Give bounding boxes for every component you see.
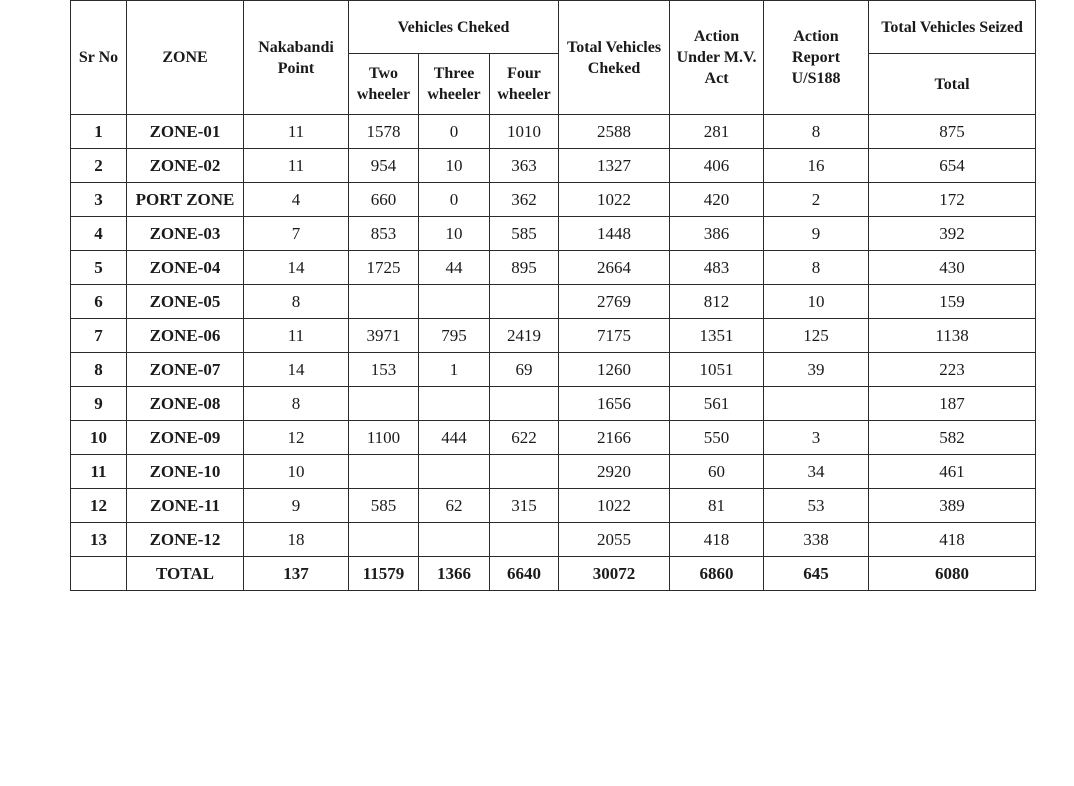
header-three-wheeler (419, 54, 490, 115)
table-row (71, 489, 1036, 523)
cell-total-checked: 2588 (559, 115, 670, 149)
table-row (71, 251, 1036, 285)
header-row-1 (71, 1, 1036, 54)
cell-zone: ZONE-12 (127, 523, 244, 557)
cell-action-report-us188: 125 (764, 319, 869, 353)
cell-four-wheeler (490, 387, 559, 421)
cell-sr-no: 10 (71, 421, 127, 455)
cell-seized-total: 418 (869, 523, 1036, 557)
cell-four-wheeler: 363 (490, 149, 559, 183)
cell-three-wheeler: 10 (419, 149, 490, 183)
cell-three-wheeler: 10 (419, 217, 490, 251)
cell-zone: TOTAL (127, 557, 244, 591)
header-nakabandi-point (244, 1, 349, 115)
cell-two-wheeler: 153 (349, 353, 419, 387)
header-total-vehicles-checked (559, 1, 670, 115)
cell-three-wheeler: 0 (419, 183, 490, 217)
table-row (71, 387, 1036, 421)
header-nakabandi-line-2: Point (277, 59, 315, 77)
cell-three-wheeler (419, 285, 490, 319)
cell-total-checked: 1260 (559, 353, 670, 387)
cell-three-wheeler: 62 (419, 489, 490, 523)
cell-sr-no (71, 557, 127, 591)
cell-two-wheeler: 660 (349, 183, 419, 217)
cell-action-report-us188: 39 (764, 353, 869, 387)
cell-two-wheeler (349, 455, 419, 489)
header-action-mv-line-2: Under M.V. (676, 49, 757, 66)
cell-total-checked: 2920 (559, 455, 670, 489)
table-row (71, 115, 1036, 149)
cell-zone: ZONE-07 (127, 353, 244, 387)
cell-action-report-us188: 53 (764, 489, 869, 523)
cell-action-mv-act: 281 (670, 115, 764, 149)
cell-zone: ZONE-11 (127, 489, 244, 523)
cell-seized-total: 6080 (869, 557, 1036, 591)
cell-action-mv-act: 386 (670, 217, 764, 251)
cell-four-wheeler: 69 (490, 353, 559, 387)
table-row (71, 455, 1036, 489)
cell-action-report-us188: 645 (764, 557, 869, 591)
cell-three-wheeler: 1 (419, 353, 490, 387)
header-action-mv-line-1: Action (693, 28, 740, 45)
cell-two-wheeler (349, 523, 419, 557)
table-row (71, 319, 1036, 353)
cell-four-wheeler: 895 (490, 251, 559, 285)
header-action-mv-line-3: Act (704, 70, 729, 87)
cell-four-wheeler: 2419 (490, 319, 559, 353)
cell-zone: ZONE-09 (127, 421, 244, 455)
header-three-wheeler-line-2: wheeler (427, 86, 481, 103)
header-action-report-line-2: Report (792, 49, 841, 66)
cell-four-wheeler: 362 (490, 183, 559, 217)
cell-nakabandi-point: 7 (244, 217, 349, 251)
cell-nakabandi-point: 8 (244, 285, 349, 319)
cell-nakabandi-point: 11 (244, 115, 349, 149)
cell-total-checked: 7175 (559, 319, 670, 353)
table-row (71, 421, 1036, 455)
cell-sr-no: 9 (71, 387, 127, 421)
cell-action-report-us188: 9 (764, 217, 869, 251)
header-total-checked-line-2: Cheked (587, 59, 641, 77)
cell-seized-total: 187 (869, 387, 1036, 421)
cell-seized-total: 430 (869, 251, 1036, 285)
cell-action-mv-act: 550 (670, 421, 764, 455)
cell-three-wheeler: 795 (419, 319, 490, 353)
cell-three-wheeler: 444 (419, 421, 490, 455)
cell-action-mv-act: 1351 (670, 319, 764, 353)
cell-nakabandi-point: 14 (244, 251, 349, 285)
cell-four-wheeler: 315 (490, 489, 559, 523)
cell-two-wheeler: 1100 (349, 421, 419, 455)
cell-total-checked: 30072 (559, 557, 670, 591)
cell-two-wheeler: 1725 (349, 251, 419, 285)
cell-nakabandi-point: 14 (244, 353, 349, 387)
cell-total-checked: 1448 (559, 217, 670, 251)
cell-action-mv-act: 812 (670, 285, 764, 319)
cell-zone: ZONE-02 (127, 149, 244, 183)
cell-three-wheeler (419, 523, 490, 557)
table-body (71, 115, 1036, 591)
cell-nakabandi-point: 18 (244, 523, 349, 557)
header-vehicles-checked: Vehicles Cheked (349, 1, 559, 54)
cell-seized-total: 582 (869, 421, 1036, 455)
cell-four-wheeler: 622 (490, 421, 559, 455)
header-two-wheeler-line-1: Two (368, 65, 399, 82)
table-row (71, 285, 1036, 319)
header-total-checked-line-1: Total Vehicles (566, 38, 662, 56)
cell-two-wheeler (349, 285, 419, 319)
cell-nakabandi-point: 9 (244, 489, 349, 523)
cell-sr-no: 4 (71, 217, 127, 251)
vehicle-check-report-table (70, 0, 1036, 591)
cell-nakabandi-point: 11 (244, 319, 349, 353)
header-two-wheeler (349, 54, 419, 115)
cell-action-report-us188: 3 (764, 421, 869, 455)
cell-seized-total: 223 (869, 353, 1036, 387)
cell-total-checked: 1327 (559, 149, 670, 183)
header-two-wheeler-line-2: wheeler (356, 86, 411, 103)
cell-seized-total: 1138 (869, 319, 1036, 353)
cell-four-wheeler: 1010 (490, 115, 559, 149)
cell-zone: ZONE-03 (127, 217, 244, 251)
cell-zone: ZONE-10 (127, 455, 244, 489)
cell-sr-no: 11 (71, 455, 127, 489)
cell-seized-total: 392 (869, 217, 1036, 251)
cell-total-checked: 2055 (559, 523, 670, 557)
cell-seized-total: 654 (869, 149, 1036, 183)
cell-action-mv-act: 418 (670, 523, 764, 557)
cell-nakabandi-point: 10 (244, 455, 349, 489)
cell-zone: PORT ZONE (127, 183, 244, 217)
cell-total-checked: 1022 (559, 183, 670, 217)
header-sr-no: Sr No (71, 1, 127, 115)
cell-seized-total: 461 (869, 455, 1036, 489)
cell-seized-total: 159 (869, 285, 1036, 319)
cell-sr-no: 1 (71, 115, 127, 149)
cell-action-report-us188: 16 (764, 149, 869, 183)
cell-two-wheeler: 11579 (349, 557, 419, 591)
cell-action-mv-act: 406 (670, 149, 764, 183)
cell-action-mv-act: 6860 (670, 557, 764, 591)
cell-nakabandi-point: 12 (244, 421, 349, 455)
header-total-vehicles-seized: Total Vehicles Seized (869, 1, 1036, 54)
cell-nakabandi-point: 11 (244, 149, 349, 183)
cell-four-wheeler: 585 (490, 217, 559, 251)
cell-action-report-us188: 8 (764, 251, 869, 285)
total-row (71, 557, 1036, 591)
cell-zone: ZONE-06 (127, 319, 244, 353)
header-four-wheeler-line-1: Four (507, 65, 541, 82)
cell-three-wheeler: 1366 (419, 557, 490, 591)
cell-action-mv-act: 1051 (670, 353, 764, 387)
cell-two-wheeler (349, 387, 419, 421)
cell-action-mv-act: 561 (670, 387, 764, 421)
header-action-report-line-3: U/S188 (791, 70, 841, 87)
cell-action-report-us188: 338 (764, 523, 869, 557)
header-nakabandi-line-1: Nakabandi (258, 38, 334, 56)
header-four-wheeler (490, 54, 559, 115)
cell-zone: ZONE-05 (127, 285, 244, 319)
cell-action-mv-act: 483 (670, 251, 764, 285)
cell-three-wheeler: 44 (419, 251, 490, 285)
cell-total-checked: 2769 (559, 285, 670, 319)
cell-seized-total: 875 (869, 115, 1036, 149)
cell-four-wheeler (490, 523, 559, 557)
cell-sr-no: 3 (71, 183, 127, 217)
cell-seized-total: 389 (869, 489, 1036, 523)
header-three-wheeler-line-1: Three (433, 65, 475, 82)
cell-nakabandi-point: 8 (244, 387, 349, 421)
cell-sr-no: 13 (71, 523, 127, 557)
header-action-report-line-1: Action (793, 28, 839, 45)
cell-two-wheeler: 954 (349, 149, 419, 183)
cell-action-report-us188: 8 (764, 115, 869, 149)
header-seized-total: Total (869, 54, 1036, 115)
cell-zone: ZONE-04 (127, 251, 244, 285)
cell-sr-no: 8 (71, 353, 127, 387)
header-zone: ZONE (127, 1, 244, 115)
cell-action-report-us188 (764, 387, 869, 421)
cell-action-report-us188: 34 (764, 455, 869, 489)
table-row (71, 149, 1036, 183)
table-row (71, 183, 1036, 217)
cell-action-report-us188: 10 (764, 285, 869, 319)
table-row (71, 353, 1036, 387)
cell-sr-no: 12 (71, 489, 127, 523)
cell-action-mv-act: 420 (670, 183, 764, 217)
cell-seized-total: 172 (869, 183, 1036, 217)
cell-three-wheeler: 0 (419, 115, 490, 149)
cell-two-wheeler: 1578 (349, 115, 419, 149)
cell-total-checked: 2166 (559, 421, 670, 455)
cell-four-wheeler (490, 455, 559, 489)
header-action-mv-act (670, 1, 764, 115)
cell-sr-no: 7 (71, 319, 127, 353)
header-four-wheeler-line-2: wheeler (497, 86, 551, 103)
cell-two-wheeler: 853 (349, 217, 419, 251)
table-row (71, 523, 1036, 557)
table-row (71, 217, 1036, 251)
cell-sr-no: 5 (71, 251, 127, 285)
cell-total-checked: 1656 (559, 387, 670, 421)
cell-four-wheeler: 6640 (490, 557, 559, 591)
cell-three-wheeler (419, 455, 490, 489)
cell-zone: ZONE-08 (127, 387, 244, 421)
cell-action-mv-act: 81 (670, 489, 764, 523)
cell-nakabandi-point: 4 (244, 183, 349, 217)
cell-total-checked: 2664 (559, 251, 670, 285)
cell-action-report-us188: 2 (764, 183, 869, 217)
header-action-report-us188 (764, 1, 869, 115)
cell-two-wheeler: 585 (349, 489, 419, 523)
cell-action-mv-act: 60 (670, 455, 764, 489)
cell-sr-no: 6 (71, 285, 127, 319)
cell-zone: ZONE-01 (127, 115, 244, 149)
cell-total-checked: 1022 (559, 489, 670, 523)
cell-four-wheeler (490, 285, 559, 319)
cell-three-wheeler (419, 387, 490, 421)
cell-nakabandi-point: 137 (244, 557, 349, 591)
cell-sr-no: 2 (71, 149, 127, 183)
cell-two-wheeler: 3971 (349, 319, 419, 353)
